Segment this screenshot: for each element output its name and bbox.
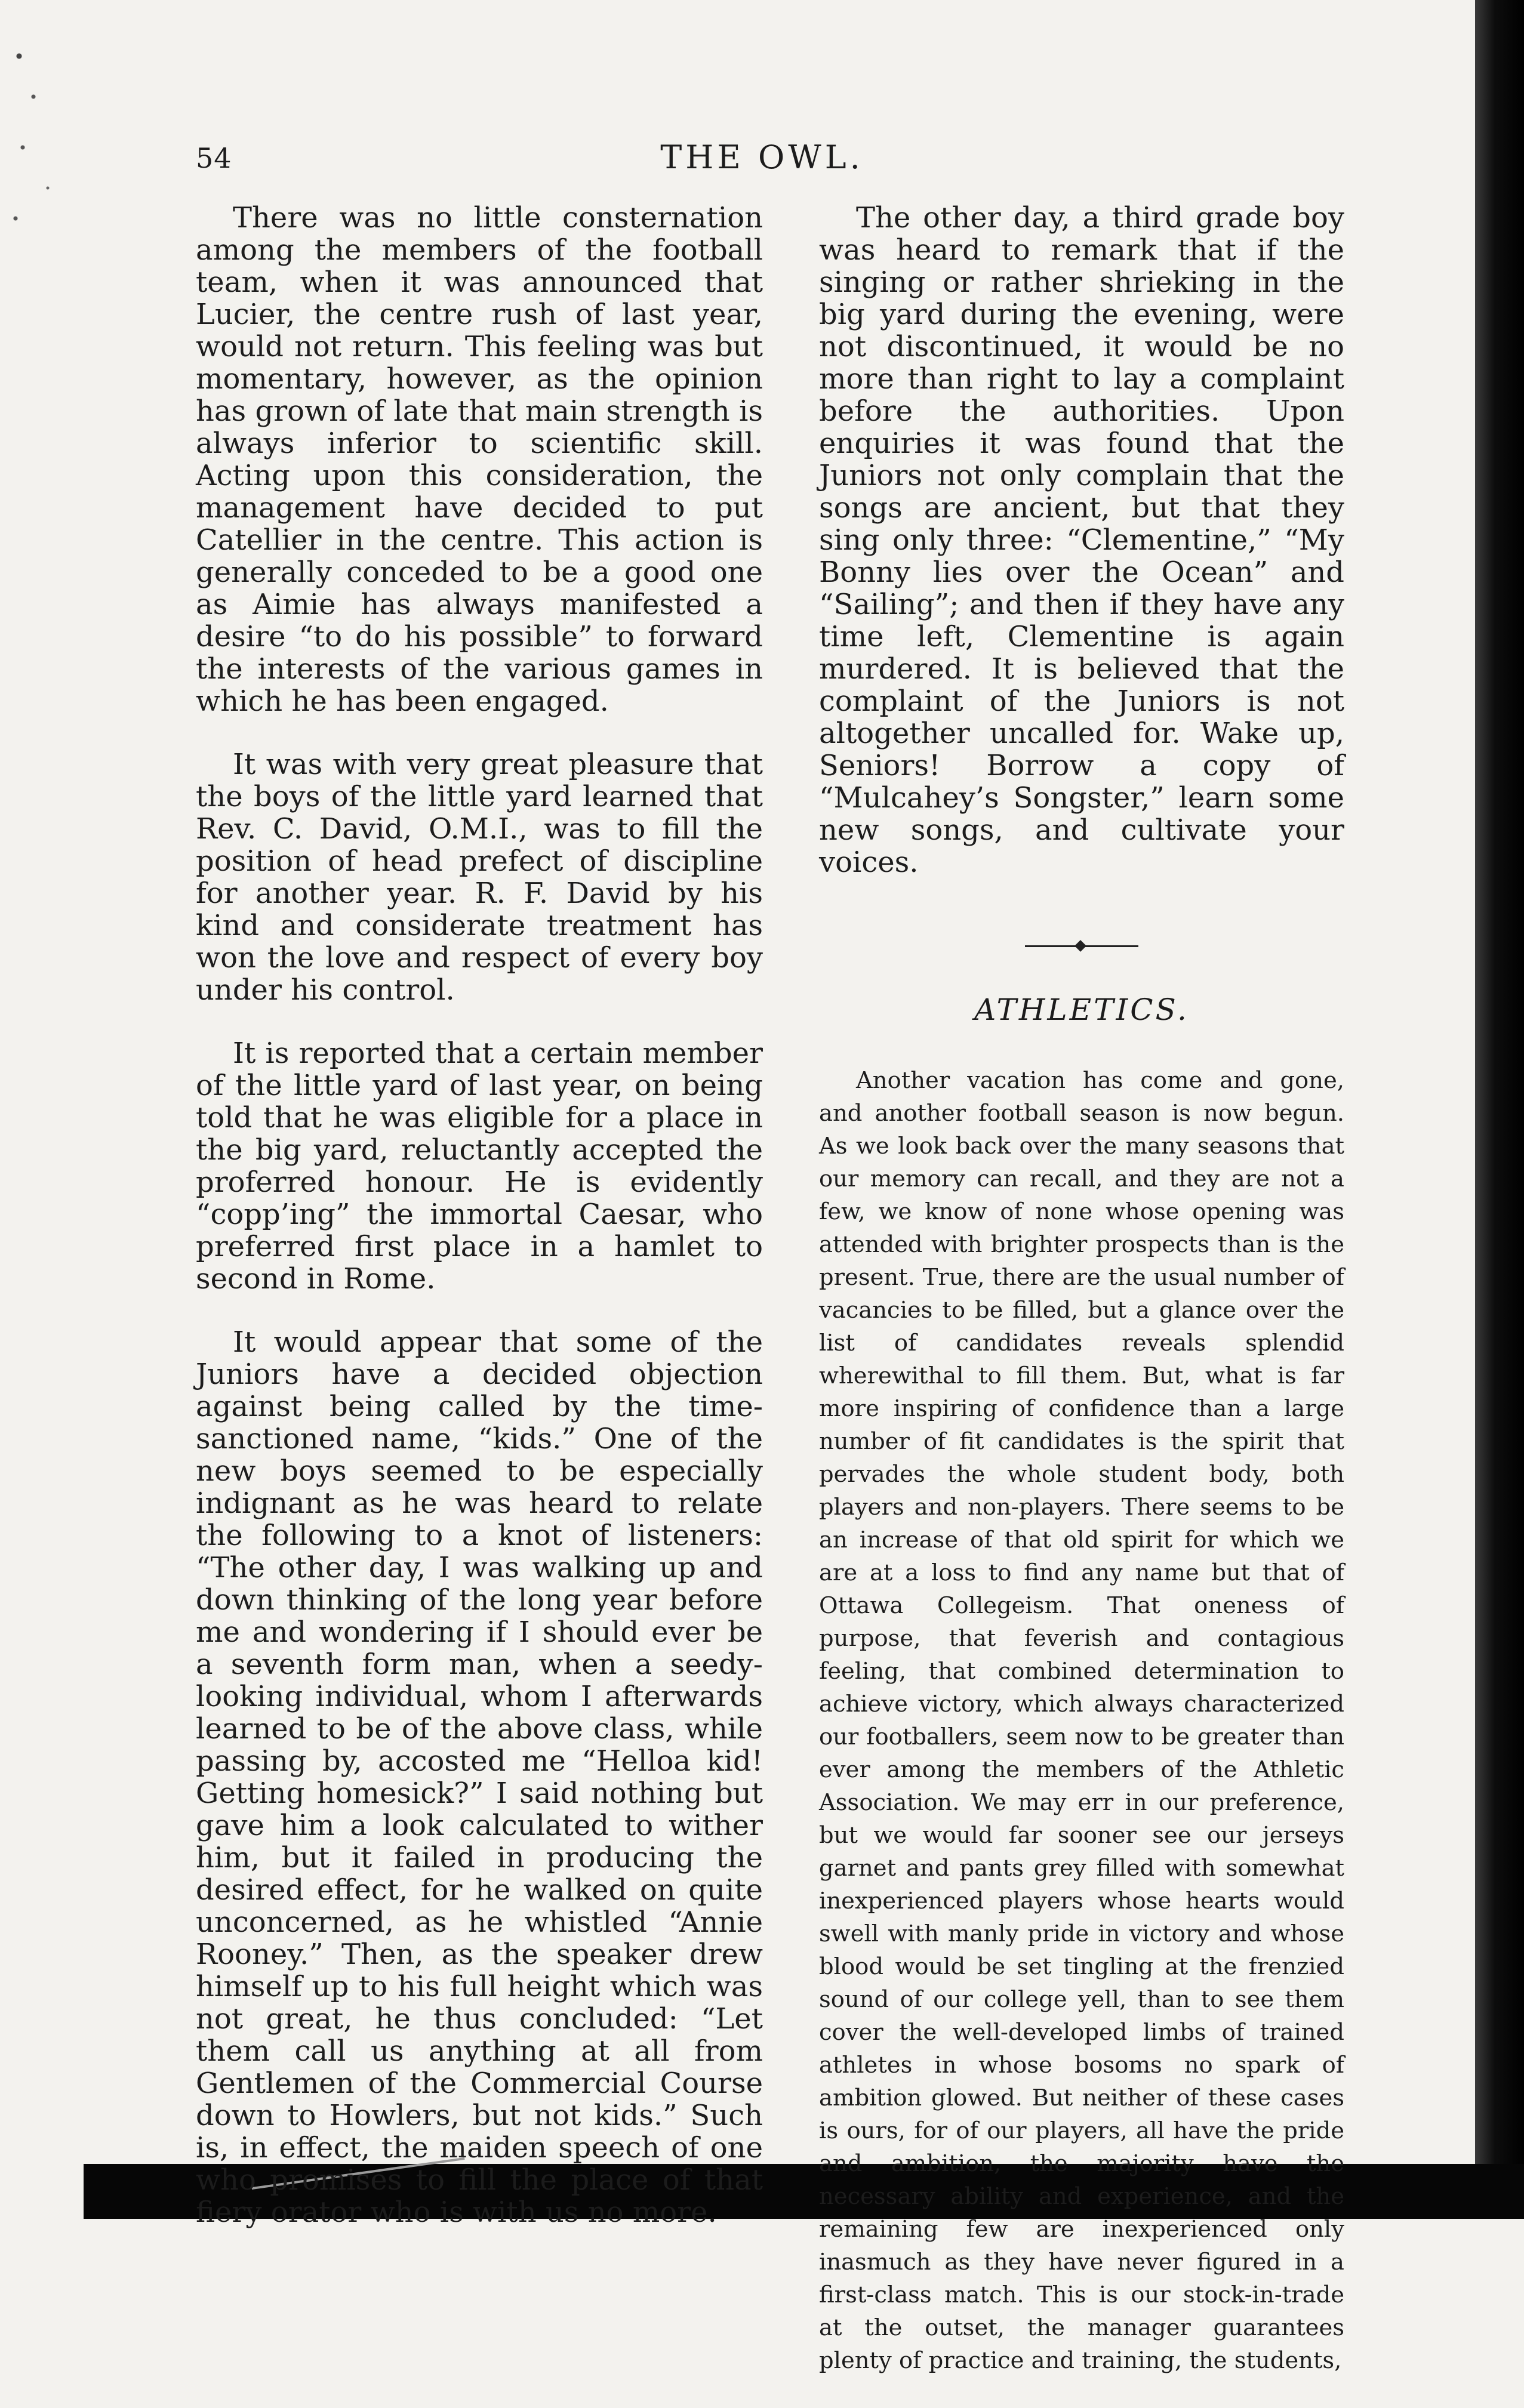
scan-speckle	[5, 36, 76, 239]
paragraph: It is reported that a certain member of the little yard of last year, on being told that he was eligible for a place in the big yard, reluctantly accepted the proferred honour. He is evidently “copp’ing” the immortal Caesar, who preferred first place in a hamlet to second in Rome.	[196, 1037, 763, 1296]
left-column	[196, 202, 763, 2259]
right-column	[819, 202, 1344, 2408]
paragraph: The other day, a third grade boy was heard to remark that if the singing or rather shrieking in the big yard during the evening, were not discontinued, it would be no more than right to lay a complaint before the authorities. Upon enquiries it was found that the Juniors not only complain that the songs are ancient, but that they sing only three: “Clementine,” “My Bonny lies over the Ocean” and “Sailing”; and then if they have any time left, Clementine is again murdered. It is believed that the complaint of the Juniors is not altogether uncalled for. Wake up, Seniors! Borrow a copy of “Mulcahey’s Songster,” learn some new songs, and cultivate your voices.	[819, 201, 1344, 879]
paragraph: It would appear that some of the Juniors have a decided objection against being called by the time-sanctioned name, “kids.” One of the new boys seemed to be especially indignant as he was heard to relate the following to a knot of listeners: “The other day, I was walking up and down thinking of the long year before me and wondering if I should ever be a seventh form man, when a seedy-looking individual, whom I afterwards learned to be of the above class, while passing by, accosted me “Helloa kid! Getting homesick?” I said nothing but gave him a look calculated to wither him, but it failed in producing the desired effect, for he walked on quite unconcerned, as he whistled “Annie Rooney.” Then, as the speaker drew himself up to his full height which was not great, he thus concluded: “Let them call us anything at all from Gentlemen of the Commercial Course down to Howlers, but not kids.” Such is, in effect, the maiden speech of one who promises to fill the place of that fiery orator who is with us no more.	[196, 1325, 763, 2229]
scan-edge-right	[1475, 0, 1524, 2219]
paragraph: It was with very great pleasure that the boys of the little yard learned that Rev. C. David, O.M.I., was to fill the position of head prefect of discipline for another year. R. F. David by his kind and considerate treatment has won the love and respect of every boy under his control.	[196, 748, 763, 1007]
section-heading: ATHLETICS.	[974, 992, 1189, 1027]
paragraph: There was no little consternation among the members of the football team, when it was announced that Lucier, the centre rush of last year, would not return. This feeling was but momentary, however, as the opinion has grown of late that main strength is always inferior to scientific skill. Acting upon this consideration, the management have decided to put Catellier in the centre. This action is generally conceded to be a good one as Aimie has always manifested a desire “to do his possible” to forward the interests of the various games in which he has been engaged.	[196, 201, 763, 718]
page-number: 54	[196, 142, 232, 174]
running-head: THE OWL.	[660, 138, 864, 176]
section-divider	[1025, 945, 1138, 947]
athletics-paragraph: Another vacation has come and gone, and another football season is now begun. As we look back over the many seasons that our memory can recall, and they are not a few, we know of none whose opening was attended with brighter prospects than is the present. True, there are the usual number of vacancies to be filled, but a glance over the list of candidates reveals splendid wherewithal to fill them. But, what is far more inspiring of confidence than a large number of fit candidates is the spirit that pervades the whole student body, both players and non-players. There seems to be an increase of that old spirit for which we are at a loss to find any name but that of Ottawa Collegeism. That oneness of purpose, that feverish and contagious feeling, that combined determination to achieve victory, which always characterized our footballers, seem now to be greater than ever among the members of the Athletic Association. We may err in our preference, but we would far sooner see our jerseys garnet and pants grey filled with somewhat inexperienced players whose hearts would swell with manly pride in victory and whose blood would be set tingling at the frenzied sound of our college yell, than to see them cover the well-developed limbs of trained athletes in whose bosoms no spark of ambition glowed. But neither of these cases is ours, for of our players, all have the pride and ambition, the majority have the necessary ability and experience, and the remaining few are inexperienced only inasmuch as they have never figured in a first-class match. This is our stock-in-trade at the outset, the manager guarantees plenty of practice and training, the students,	[819, 1067, 1344, 2374]
